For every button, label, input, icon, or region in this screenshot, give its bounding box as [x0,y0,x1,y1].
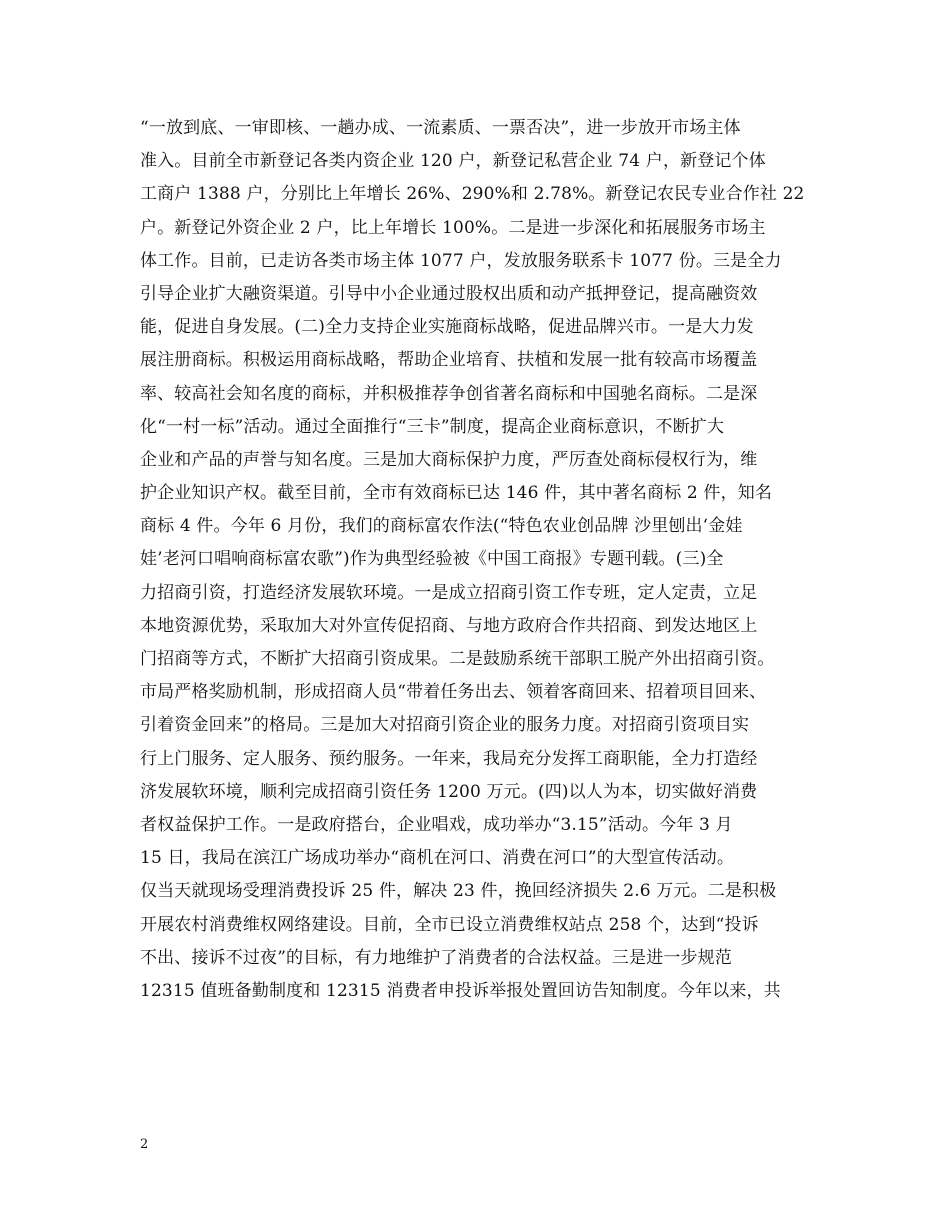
text-line: 商标 4 件。今年 6 月份，我们的商标富农作法(“特色农业创品牌 沙里刨出‘金娃 [140,516,743,537]
text-line: 护企业知识产权。截至目前，全市有效商标已达 146 件，其中著名商标 2 件，知名 [140,483,773,504]
text-line: 门招商等方式，不断扩大招商引资成果。二是鼓励系统干部职工脱产外出招商引资。 [140,649,775,669]
text-line: 者权益保护工作。一是政府搭台，企业唱戏，成功举办“3.15”活动。今年 3 月 [140,814,733,835]
text-line: 企业和产品的声誉与知名度。三是加大商标保护力度，严厉查处商标侵权行为，维 [140,449,758,470]
text-line: 行上门服务、定人服务、预约服务。一年来，我局充分发挥工商职能，全力打造经 [140,748,758,769]
text-line: 能，促进自身发展。(二)全力支持企业实施商标战略，促进品牌兴市。一是大力发 [140,317,754,338]
text-line: 仅当天就现场受理消费投诉 25 件，解决 23 件，挽回经济损失 2.6 万元。二是积极 [140,881,777,902]
page-number: 2 [140,1137,149,1152]
text-line: 率、较高社会知名度的商标，并积极推荐争创省著名商标和中国驰名商标。二是深 [140,383,758,404]
text-line: 引导企业扩大融资渠道。引导中小企业通过股权出质和动产抵押登记，提高融资效 [140,283,758,304]
text-line: 开展农村消费维权网络建设。目前，全市已设立消费维权站点 258 个，达到“投诉 [140,914,759,935]
text-line: “一放到底、一审即核、一趟办成、一流素质、一票否决”，进一步放开市场主体 [140,118,741,138]
text-line: 展注册商标。积极运用商标战略，帮助企业培育、扶植和发展一批有较高市场覆盖 [140,350,758,371]
text-line: 本地资源优势，采取加大对外宣传促招商、与地方政府合作共招商、到发达地区上 [140,615,758,636]
text-line: 力招商引资，打造经济发展软环境。一是成立招商引资工作专班，定人定责，立足 [140,582,758,603]
text-line: 市局严格奖励机制，形成招商人员“带着任务出去、领着客商回来、招着项目回来、 [140,682,767,703]
text-line: 12315 值班备勤制度和 12315 消费者申投诉举报处置回访告知制度。今年以来，共 [140,980,781,1001]
text-line: 准入。目前全市新登记各类内资企业 120 户，新登记私营企业 74 户，新登记个体 [140,151,766,172]
text-line: 娃’老河口唱响商标富农歌”)作为典型经验被《中国工商报》专题刊载。(三)全 [140,549,724,570]
text-line: 15 日，我局在滨江广场成功举办“商机在河口、消费在河口”的大型宣传活动。 [140,848,734,869]
text-line: 体工作。目前，已走访各类市场主体 1077 户，发放服务联系卡 1077 份。三是全力 [140,250,782,271]
text-line: 户。新登记外资企业 2 户，比上年增长 100%。二是进一步深化和拓展服务市场主 [140,217,766,238]
text-line: 不出、接诉不过夜”的目标，有力地维护了消费者的合法权益。三是进一步规范 [140,947,732,968]
text-line: 济发展软环境，顺利完成招商引资任务 1200 万元。(四)以人为本，切实做好消费 [140,781,758,802]
text-line: 工商户 1388 户，分别比上年增长 26%、290%和 2.78%。新登记农民专业合作社 22 [140,184,805,205]
text-line: 引着资金回来”的格局。三是加大对招商引资企业的服务力度。对招商引资项目实 [140,715,750,736]
text-line: 化“一村一标”活动。通过全面推行“三卡”制度，提高企业商标意识，不断扩大 [140,416,725,437]
body-text [140,112,820,1008]
